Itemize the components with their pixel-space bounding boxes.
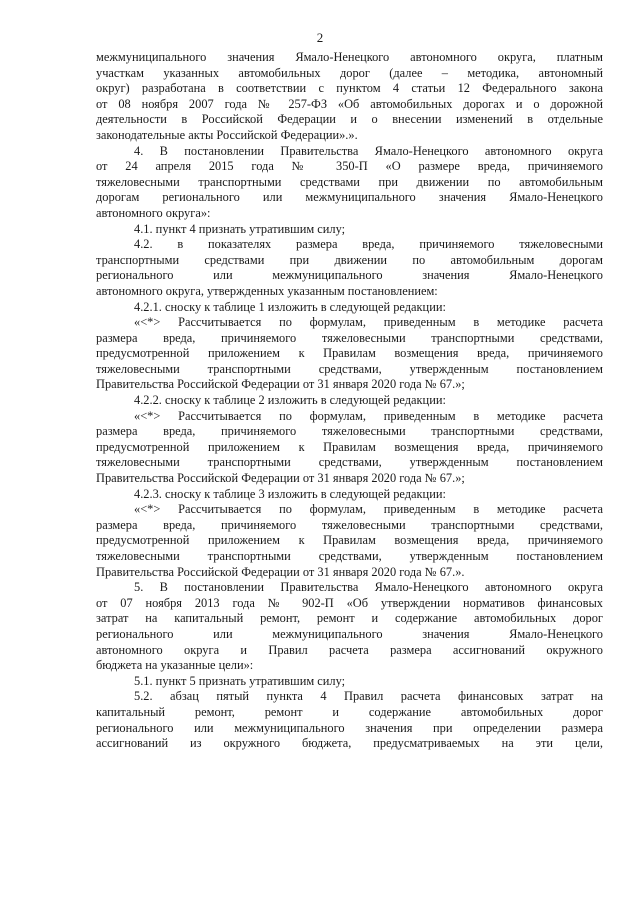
text-line: автономного округа»: (96, 205, 211, 220)
text-line: тяжеловесными транспортными средствами при движении по автомобильным (96, 174, 603, 189)
text-line: Правительства Российской Федерации от 31 января 2020 года № 67.»; (96, 471, 465, 486)
text-line: тяжеловесными транспортными средствами, утвержденным постановлением (96, 455, 603, 470)
text-line: 4.2.1. сноску к таблице 1 изложить в следующей редакции: (134, 299, 446, 314)
text-line: регионального или межмуниципального значения Ямало-Ненецкого (96, 626, 603, 641)
text-line: от 07 ноября 2013 года № 902-П «Об утверждении нормативов финансовых (96, 595, 603, 610)
text-line: округ) разработана в соответствии с пунктом 4 статьи 12 Федерального закона (96, 81, 603, 96)
text-line: «<*> Рассчитывается по формулам, приведенным в методике расчета (134, 502, 603, 517)
text-line: 5.2. абзац пятый пункта 4 Правил расчета финансовых затрат на (134, 689, 603, 704)
text-line: «<*> Рассчитывается по формулам, приведенным в методике расчета (134, 315, 603, 330)
text-line: деятельности в Российской Федерации и о внесении изменений в отдельные (96, 112, 603, 127)
text-line: автономного округа, утвержденных указанным постановлением: (96, 283, 438, 298)
text-line: автономного округа и Правил расчета размера ассигнований окружного (96, 642, 603, 657)
text-line: от 24 апреля 2015 года № 350-П «О размере вреда, причиняемого (96, 159, 603, 174)
text-line: тяжеловесными транспортными средствами, утвержденным постановлением (96, 549, 603, 563)
text-line: предусмотренной приложением к Правилам возмещения вреда, причиняемого (96, 533, 603, 548)
text-line: капитальный ремонт, ремонт и содержание автомобильных дорог (96, 704, 603, 719)
text-line: дорогам регионального или межмуниципального значения Ямало-Ненецкого (96, 190, 603, 205)
text-line: регионального или межмуниципального значения Ямало-Ненецкого (96, 268, 603, 283)
text-line: Правительства Российской Федерации от 31 января 2020 года № 67.». (96, 564, 465, 579)
text-line: ассигнований из окружного бюджета, предусматриваемых на эти цели, (96, 736, 603, 751)
text-line: 5.1. пункт 5 признать утратившим силу; (134, 673, 346, 688)
text-line: 4.2.2. сноску к таблице 2 изложить в следующей редакции: (134, 393, 446, 408)
text-line: 4.2. в показателях размера вреда, причиняемого тяжеловесными (134, 237, 603, 252)
text-line: размера вреда, причиняемого тяжеловесными транспортными средствами, (96, 424, 603, 439)
text-line: Правительства Российской Федерации от 31 января 2020 года № 67.»; (96, 377, 465, 392)
text-line: межмуниципального значения Ямало-Ненецкого автономного округа, платным (96, 50, 603, 64)
text-line: тяжеловесными транспортными средствами, утвержденным постановлением (96, 361, 603, 376)
document-body (96, 50, 603, 752)
text-line: предусмотренной приложением к Правилам возмещения вреда, причиняемого (96, 439, 603, 454)
text-line: 4.2.3. сноску к таблице 3 изложить в следующей редакции: (134, 486, 446, 501)
text-line: «<*> Рассчитывается по формулам, приведенным в методике расчета (134, 408, 603, 423)
text-line: затрат на капитальный ремонт, ремонт и содержание автомобильных дорог (96, 611, 603, 626)
text-line: участкам указанных автомобильных дорог (далее – методика, автономный (96, 65, 603, 80)
text-line: бюджета на указанные цели»: (96, 658, 254, 673)
text-line: 4. В постановлении Правительства Ямало-Ненецкого автономного округа (134, 143, 603, 158)
text-line: предусмотренной приложением к Правилам возмещения вреда, причиняемого (96, 346, 603, 361)
page-number: 2 (316, 30, 324, 45)
text-line: регионального или межмуниципального значения при определении размера (96, 720, 603, 735)
text-line: транспортными средствами при движении по автомобильным дорогам (96, 252, 603, 267)
text-line: 4.1. пункт 4 признать утратившим силу; (134, 221, 346, 236)
text-line: 5. В постановлении Правительства Ямало-Ненецкого автономного округа (134, 580, 603, 595)
text-line: от 08 ноября 2007 года № 257-ФЗ «Об автомобильных дорогах и о дорожной (96, 96, 603, 111)
text-line: законодательные акты Российской Федерации».». (96, 127, 358, 142)
text-line: размера вреда, причиняемого тяжеловесными транспортными средствами, (96, 517, 603, 532)
text-line: размера вреда, причиняемого тяжеловесными транспортными средствами, (96, 330, 603, 345)
